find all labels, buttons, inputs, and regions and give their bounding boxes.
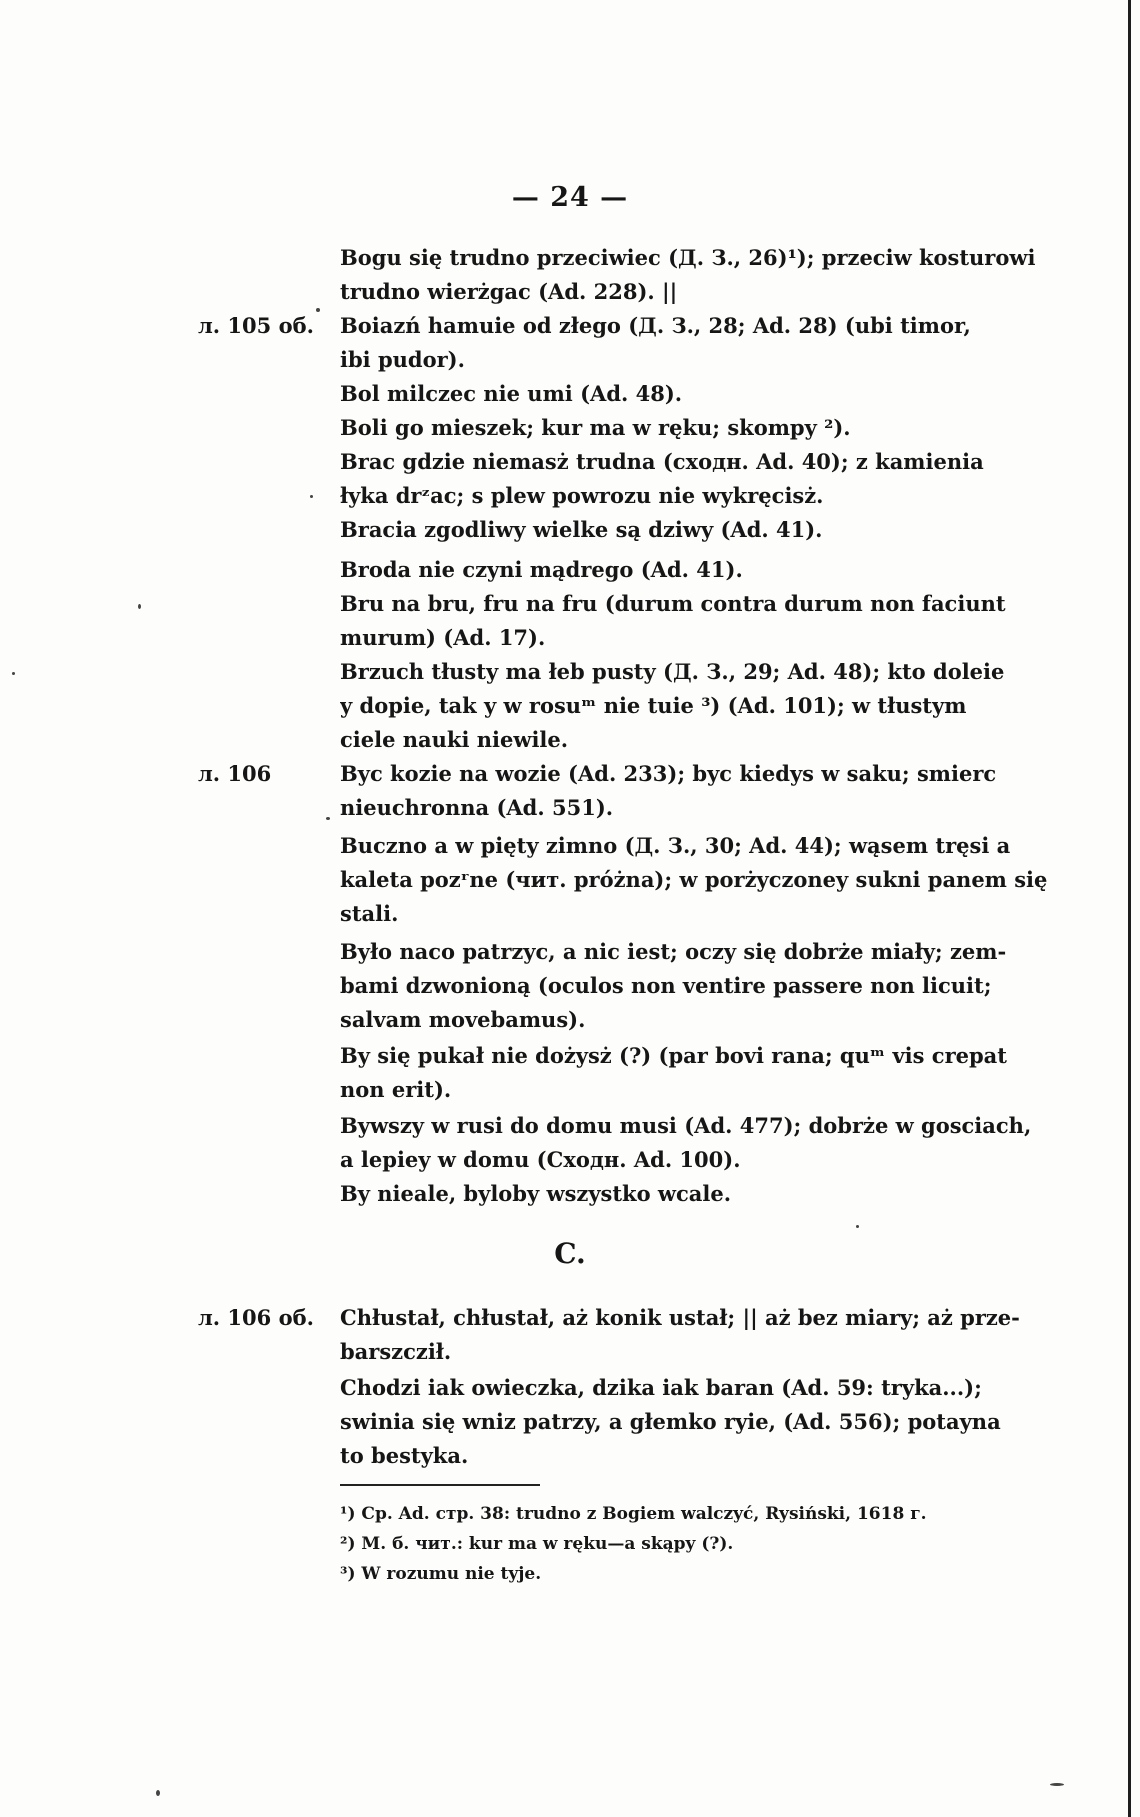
ink-speck <box>316 308 320 312</box>
text-line: nieuchronna (Ad. 551). <box>340 795 614 820</box>
footnote-divider <box>340 1484 540 1486</box>
text-line: Brac gdzie niemasż trudna (сходн. Ad. 40); z kamienia <box>340 449 984 474</box>
text-line: bami dzwonioną (oculos non ventire passere non licuit; <box>340 973 992 998</box>
ink-speck <box>138 604 141 609</box>
text-line: By nieale, byloby wszystko wcale. <box>340 1181 732 1206</box>
page-number: — 24 — <box>511 182 629 213</box>
ink-speck <box>310 495 313 498</box>
text-line: Broda nie czyni mądrego (Ad. 41). <box>340 557 743 582</box>
margin-ref-106: л. 106 <box>198 761 272 786</box>
text-line: Chodzi iak owieczka, dzika iak baran (Ad. 59: tryka...); <box>340 1375 982 1400</box>
text-line: trudno wierżgac (Ad. 228). || <box>340 279 678 304</box>
text-line: Buczno a w pięty zimno (Д. З., 30; Ad. 44); wąsem tręsi a <box>340 833 1011 858</box>
text-line: y dopie, tak y w rosuᵐ nie tuie ³) (Ad. 101); w tłustym <box>340 693 967 718</box>
text-line: non erit). <box>340 1077 452 1102</box>
ink-speck <box>156 1790 160 1796</box>
text-line: Bracia zgodliwy wielke są dziwy (Ad. 41). <box>340 517 823 542</box>
text-line: salvam movebamus). <box>340 1007 586 1032</box>
text-line: Bywszy w rusi do domu musi (Ad. 477); dobrże w gosciach, <box>340 1113 1032 1138</box>
section-letter: C. <box>554 1237 586 1270</box>
ink-speck <box>326 817 330 820</box>
text-line: to bestyka. <box>340 1443 469 1468</box>
text-line: Brzuch tłusty ma łeb pusty (Д. З., 29; Ad. 48); kto doleie <box>340 659 1005 684</box>
text-line: By się pukał nie dożysż (?) (par bovi rana; quᵐ vis crepat <box>340 1043 1007 1068</box>
ink-speck <box>856 1225 859 1228</box>
footnote: ¹) Ср. Ad. стр. 38: trudno z Bogiem walczyć, Rysiński, 1618 г. <box>340 1504 927 1524</box>
text-line: Bol milczec nie umi (Ad. 48). <box>340 381 683 406</box>
footnote: ²) М. б. чит.: kur ma w ręku—a skąpy (?). <box>340 1534 734 1554</box>
text-line: barszcził. <box>340 1339 452 1364</box>
text-line: ibi pudor). <box>340 347 465 372</box>
text-line: kaleta pozʳne (чит. próżna); w porżyczoney sukni panem się <box>340 867 1048 892</box>
margin-ref-105ob: л. 105 об. <box>198 313 314 338</box>
page-edge-line <box>1128 0 1131 1817</box>
text-line: Boiazń hamuie od złego (Д. З., 28; Ad. 28) (ubi timor, <box>340 313 971 338</box>
text-line: ciele nauki niewile. <box>340 727 569 752</box>
text-line: murum) (Ad. 17). <box>340 625 546 650</box>
ink-speck <box>1050 1783 1064 1786</box>
text-line: stali. <box>340 901 399 926</box>
text-line: Boli go mieszek; kur ma w ręku; skompy ²). <box>340 415 851 440</box>
text-line: swinia się wniz patrzy, a głemko ryie, (Ad. 556); potayna <box>340 1409 1001 1434</box>
margin-ref-106ob: л. 106 об. <box>198 1305 314 1330</box>
text-line: Bogu się trudno przeciwiec (Д. З., 26)¹); przeciw kosturowi <box>340 245 1036 270</box>
ink-speck <box>12 672 15 675</box>
text-line: łyka drᶻac; s plew powrozu nie wykręcisż. <box>340 483 824 508</box>
text-line: Byc kozie na wozie (Ad. 233); byc kiedys w saku; smierc <box>340 761 997 786</box>
footnote: ³) W rozumu nie tyje. <box>340 1564 542 1584</box>
text-line: Było naco patrzyc, a nic iest; oczy się dobrże miały; zem- <box>340 939 1007 964</box>
text-line: Chłustał, chłustał, aż konik ustał; || aż bez miary; aż prze- <box>340 1305 1020 1330</box>
text-line: Bru na bru, fru na fru (durum contra durum non faciunt <box>340 591 1006 616</box>
text-line: a lepiey w domu (Сходн. Ad. 100). <box>340 1147 741 1172</box>
